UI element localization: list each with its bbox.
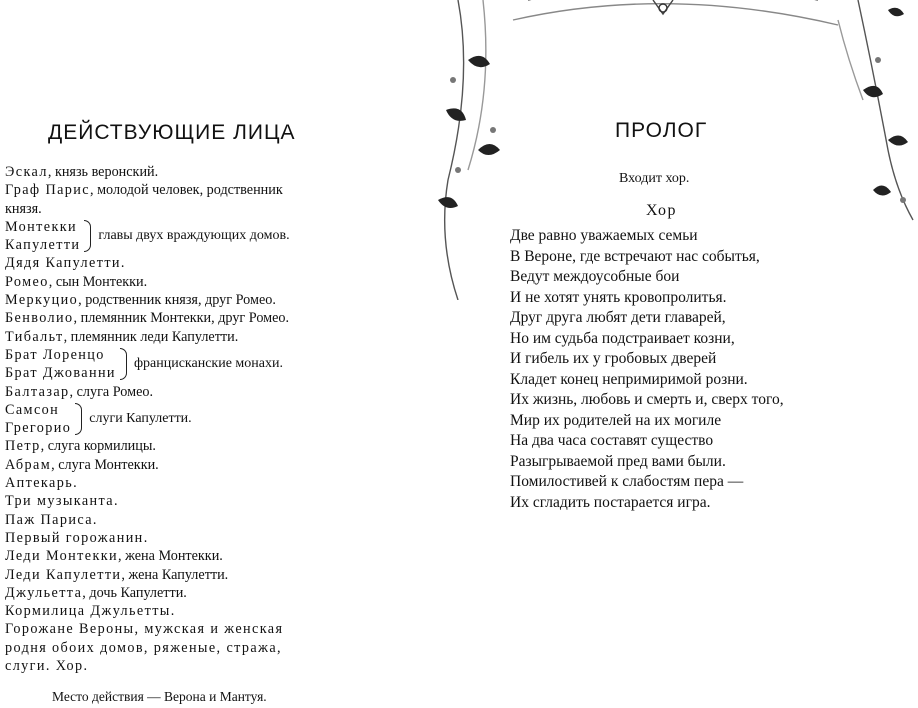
verse-line: На два часа составят существо (510, 432, 714, 449)
cast-entry (5, 163, 415, 181)
verse-line: Друг друга любят дети главарей, (510, 309, 726, 326)
cast-group (5, 401, 415, 438)
verse-line: И не хотят унять кровопролитья. (510, 288, 727, 306)
prologue-verse (510, 226, 784, 513)
cast-entry (5, 620, 415, 638)
right-page (418, 0, 918, 708)
cast-description: , жена Капулетти. (121, 566, 229, 583)
verse-line: Их сгладить постарается игра. (510, 493, 711, 511)
cast-name: Тибальт (5, 328, 64, 345)
cast-name: Балтазар (5, 383, 70, 400)
cast-entry (5, 254, 415, 272)
brace-icon (75, 403, 82, 435)
cast-entry (5, 200, 415, 218)
cast-name: Аптекарь (5, 475, 74, 492)
brace-icon (84, 220, 91, 252)
verse-line: Помилостивей к слабостям пера — (510, 473, 744, 490)
cast-name: Самсон (5, 401, 60, 418)
cast-name: слуги. Хор (5, 658, 84, 675)
cast-name: Капулетти (5, 237, 81, 254)
cast-name: Первый горожанин (5, 529, 144, 546)
cast-entry (5, 291, 415, 309)
cast-name: Петр (5, 438, 41, 455)
brace-icon (120, 348, 127, 380)
cast-description: , слуга Монтекки. (51, 456, 159, 473)
cast-entry (5, 639, 415, 657)
cast-entry (5, 328, 415, 346)
cast-description: , сын Монтекки. (48, 273, 148, 290)
cast-description: , жена Монтекки. (118, 548, 223, 565)
cast-description: , князь веронский. (47, 164, 159, 180)
verse-line: Кладет конец непримиримой розни. (510, 370, 748, 388)
cast-name: Леди Монтекки (5, 548, 119, 565)
cast-entry (5, 309, 415, 327)
cast-name: Грегорио (5, 420, 72, 437)
cast-description: , дочь Капулетти. (82, 584, 187, 601)
cast-list (5, 163, 415, 675)
cast-description: , молодой человек, родственник (89, 182, 283, 199)
verse-line: И гибель их у гробовых дверей (510, 350, 717, 367)
cast-name: Бенволио (5, 310, 74, 327)
cast-name: Меркуцио (5, 292, 79, 309)
cast-name: Эскал (5, 164, 48, 180)
cast-name: Джульетта (5, 584, 83, 601)
cast-entry (5, 529, 415, 547)
verse-line: Но им судьба подстраивает козни, (510, 329, 735, 347)
cast-description: , слуга кормилицы. (40, 438, 156, 455)
cast-entry (5, 273, 415, 291)
cast-description: , племянник леди Капулетти. (63, 328, 239, 345)
stage-direction: Входит хор. (619, 171, 690, 186)
cast-name: Абрам (5, 456, 52, 473)
cast-description: . (92, 511, 97, 528)
cast-entry (5, 181, 415, 199)
cast-name: Брат Джованни (5, 365, 116, 382)
cast-entry (5, 511, 415, 529)
cast-group (5, 346, 415, 383)
cast-description: , родственник князя, друг Ромео. (78, 292, 276, 309)
cast-title: ДЕЙСТВУЮЩИЕ ЛИЦА (48, 121, 296, 144)
cast-name: родня обоих домов, ряженые, стража, (5, 639, 282, 656)
cast-group-description: францисканские монахи. (133, 356, 283, 372)
cast-entry (5, 566, 415, 584)
speaker-name: Хор (646, 202, 678, 219)
verse-line: Две равно уважаемых семьи (510, 227, 698, 244)
cast-name: Горожане Вероны, мужская и женская (5, 621, 284, 638)
cast-description: . (120, 255, 125, 272)
cast-name: Кормилица Джульетты (5, 603, 171, 620)
prologue-title: ПРОЛОГ (615, 119, 708, 142)
cast-description: . (143, 529, 148, 546)
cast-description: . (83, 658, 88, 675)
verse-line: В Вероне, где встречают нас событья, (510, 247, 760, 265)
cast-name: Леди Капулетти (5, 566, 122, 583)
cast-entry (5, 456, 415, 474)
cast-entry (5, 584, 415, 602)
cast-name: Паж Париса (5, 511, 93, 528)
verse-line: Мир их родителей на их могиле (510, 411, 722, 429)
cast-name: Три музыканта (5, 493, 115, 510)
cast-entry (5, 657, 415, 675)
place-of-action: Место действия — Верона и Мантуя. (52, 689, 267, 704)
cast-entry (5, 474, 415, 492)
cast-entry (5, 547, 415, 565)
cast-name: Брат Лоренцо (5, 346, 105, 363)
cast-description: . (170, 603, 175, 620)
verse-line: Их жизнь, любовь и смерть и, сверх того, (510, 391, 784, 408)
cast-group-description: слуги Капулетти. (89, 411, 192, 427)
cast-group (5, 218, 415, 255)
cast-group-description: главы двух враждующих домов. (98, 228, 290, 244)
cast-name: Дядя Капулетти (5, 255, 121, 272)
verse-line: Разыгрываемой пред вами были. (510, 452, 726, 470)
cast-description: князя. (5, 200, 42, 217)
cast-name: Ромео (5, 273, 49, 290)
cast-entry (5, 383, 415, 401)
cast-name: Монтекки (5, 218, 78, 235)
cast-entry (5, 437, 415, 455)
verse-line: Ведут междоусобные бои (510, 268, 680, 285)
cast-description: . (73, 475, 77, 492)
cast-entry (5, 602, 415, 620)
cast-description: , слуга Ромео. (69, 383, 154, 400)
cast-description: . (114, 493, 118, 510)
cast-entry (5, 492, 415, 510)
cast-name: Граф Парис (5, 182, 90, 199)
cast-description: , племянник Монтекки, друг Ромео. (73, 310, 290, 327)
left-page (0, 0, 418, 708)
